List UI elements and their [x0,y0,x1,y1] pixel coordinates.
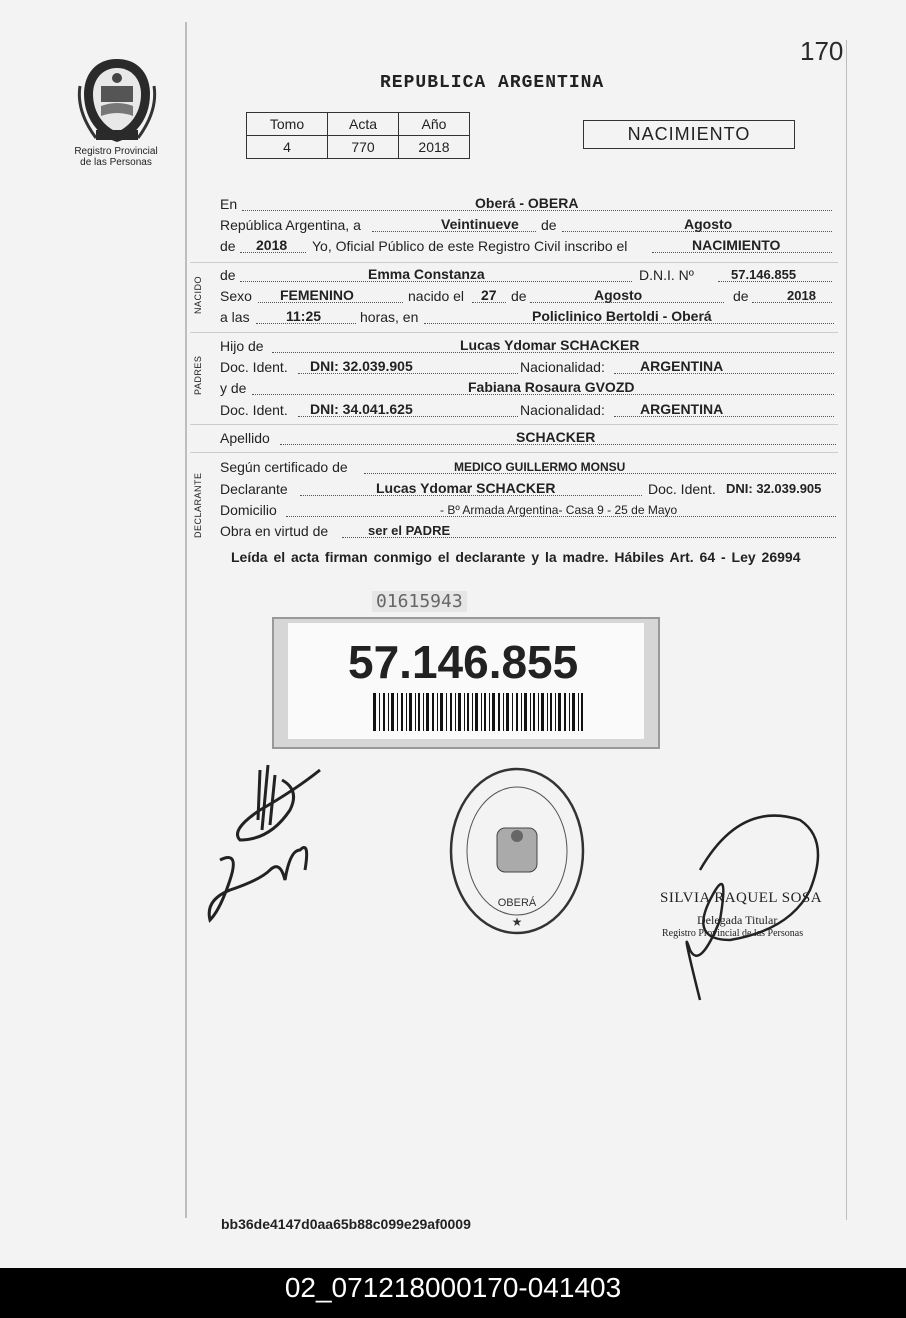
barcode-icon [373,693,583,731]
label-y-de: y de [220,380,247,396]
label-dni: D.N.I. Nº [639,267,694,283]
address: - Bº Armada Argentina- Casa 9 - 25 de Mayo [440,503,678,517]
logo-caption-line1: Registro Provincial [74,146,158,157]
birth-year: 2018 [787,288,816,303]
value-acta: 770 [328,136,399,159]
row-declarant [0,479,906,499]
svg-text:OBERÁ: OBERÁ [497,897,537,909]
label-doc-ident: Doc. Ident. [220,402,288,418]
separator [190,262,838,263]
label-sexo: Sexo [220,288,252,304]
separator [190,424,838,425]
dni-sticker [272,617,660,749]
child-name: Emma Constanza [368,266,485,282]
row-father [0,336,906,356]
label-de-year: de [220,238,236,254]
official-name: SILVIA RAQUEL SOSA [660,890,823,906]
father-name: Lucas Ydomar SCHACKER [460,337,640,353]
birth-place: Policlinico Bertoldi - Oberá [532,308,712,324]
father-nationality: ARGENTINA [640,358,724,374]
separator [190,452,838,453]
row-surname [0,428,906,448]
label-apellido: Apellido [220,430,270,446]
official-title: Delegada Titular [697,913,778,927]
label-obra: Obra en virtud de [220,523,329,539]
date-day-words: Veintinueve [441,216,519,232]
label-certificado: Según certificado de [220,459,348,475]
label-republica: República Argentina, a [220,217,361,233]
footer-code: 02_071218000170-041403 [0,1268,906,1318]
place-city: Oberá - OBERA [475,195,579,211]
declarant-name: Lucas Ydomar SCHACKER [376,480,556,496]
label-en: En [220,196,238,212]
virtue: ser el PADRE [368,523,451,538]
label-oficial: Yo, Oficial Público de este Registro Civil inscribo el [312,238,628,254]
label-domicilio: Domicilio [220,502,277,518]
date-year: 2018 [256,237,288,253]
father-doc: DNI: 32.039.905 [310,358,413,374]
header-tomo: Tomo [247,113,328,136]
side-label-declarante: DECLARANTE [193,472,203,538]
label-a-las: a las [220,309,250,325]
label-de-month: de [511,288,527,304]
document-title: REPUBLICA ARGENTINA [380,73,605,93]
row-father-doc [0,357,906,377]
declarant-doc: DNI: 32.039.905 [726,481,822,496]
row-mother-doc [0,400,906,420]
row-virtue [0,521,906,541]
label-horas: horas, en [360,309,419,325]
value-tomo: 4 [247,136,328,159]
provincial-seal-logo [76,56,158,146]
logo-caption-line2: de las Personas [80,157,152,168]
label-doc-ident: Doc. Ident. [220,359,288,375]
label-declarant-doc: Doc. Ident. [648,481,716,497]
label-hijo-de: Hijo de [220,338,264,354]
label-declarante: Declarante [220,481,288,497]
document-type-box: NACIMIENTO [583,120,795,149]
act-type: NACIMIENTO [692,237,781,253]
label-nacionalidad: Nacionalidad: [520,359,605,375]
label-nacido-el: nacido el [408,288,465,304]
book-table-value-row [247,136,470,159]
value-ano: 2018 [399,136,470,159]
birth-day: 27 [481,287,497,303]
mother-nationality: ARGENTINA [640,401,724,417]
row-date [0,215,906,235]
row-mother [0,378,906,398]
mother-name: Fabiana Rosaura GVOZD [468,379,635,395]
birth-time: 11:25 [286,308,322,324]
date-month: Agosto [684,216,733,232]
label-de: de [541,217,557,233]
mother-doc: DNI: 34.041.625 [310,401,413,417]
child-dni: 57.146.855 [731,267,797,282]
logo-caption [60,146,172,168]
row-address [0,500,906,520]
separator [190,332,838,333]
official-round-seal [447,766,587,946]
child-sex: FEMENINO [280,287,354,303]
label-de-name: de [220,267,236,283]
declarant-signature [200,750,350,940]
sticker-dni-number: 57.146.855 [348,636,579,688]
label-nacionalidad: Nacionalidad: [520,402,605,418]
document-hash: bb36de4147d0aa65b88c099e29af0009 [221,1216,471,1232]
book-table-header-row [247,113,470,136]
certificate-issuer: MEDICO GUILLERMO MONSU [454,460,626,474]
row-nacido-time [0,307,906,327]
birth-month: Agosto [594,287,643,303]
side-label-nacido: NACIDO [193,275,203,314]
row-certificate [0,457,906,477]
header-ano: Año [399,113,470,136]
label-de-birth-year: de [733,288,749,304]
official-organization: Registro Provincial de las Personas [662,928,804,939]
row-year [0,236,906,256]
side-label-padres: PADRES [193,355,203,395]
closing-text: Leída el acta firman conmigo el declarante y la madre. Hábiles Art. 64 - Ley 26994 [231,549,801,565]
header-acta: Acta [328,113,399,136]
row-place [0,194,906,214]
page-number: 170 [800,36,844,66]
surname: SCHACKER [516,429,596,445]
row-nacido-sex [0,286,906,306]
svg-text:★: ★ [511,915,523,929]
row-nacido-name [0,265,906,285]
book-reference-table [246,112,470,159]
sticker-serial: 01615943 [372,591,467,612]
